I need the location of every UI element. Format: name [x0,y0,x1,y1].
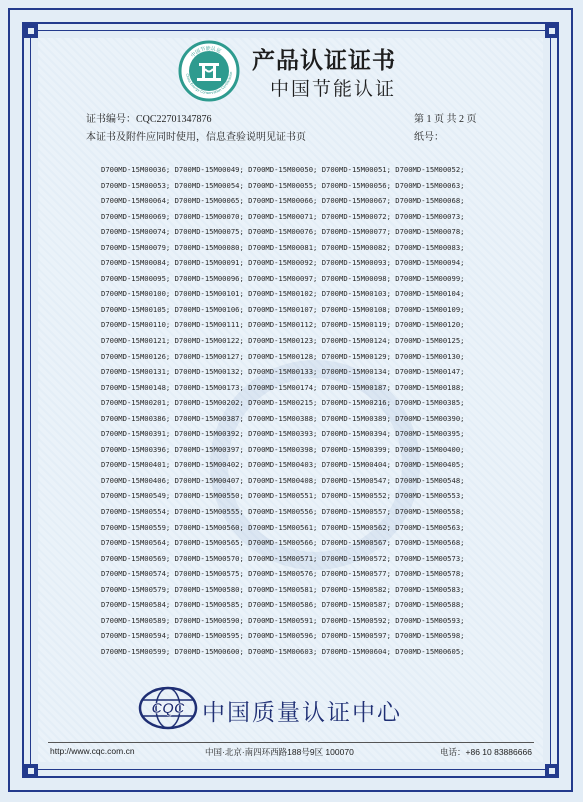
corner-ornament [545,764,559,778]
certificate-subtitle: 中国节能认证 [270,79,397,100]
paper-number-label: 纸号： [414,132,444,143]
footer-divider [48,742,534,743]
model-row: D700MD-15M00401; D700MD-15M00402; D700MD-15M00403; D700MD-15M00404; D700MD-15M00405; [101,460,465,470]
model-row: D700MD-15M00564; D700MD-15M00565; D700MD-15M00566; D700MD-15M00567; D700MD-15M00568; [101,538,465,548]
model-row: D700MD-15M00599; D700MD-15M00600; D700MD-15M00603; D700MD-15M00604; D700MD-15M00605; [101,646,465,656]
cqc-logo-text: CQC [151,700,185,717]
model-row: D700MD-15M00084; D700MD-15M00091; D700MD-15M00092; D700MD-15M00093; D700MD-15M00094; [101,258,465,268]
corner-ornament [545,24,559,38]
model-row: D700MD-15M00391; D700MD-15M00392; D700MD-15M00393; D700MD-15M00394; D700MD-15M00395; [101,429,465,439]
model-row: D700MD-15M00126; D700MD-15M00127; D700MD-15M00128; D700MD-15M00129; D700MD-15M00130; [101,351,465,361]
certificate-number-value: CQC22701347876 [136,114,212,125]
page-info: 第 1 页 共 2 页 [414,114,477,125]
model-row: D700MD-15M00100; D700MD-15M00101; D700MD-15M00102; D700MD-15M00103; D700MD-15M00104; [101,289,465,299]
model-row: D700MD-15M00201; D700MD-15M00202; D700MD-15M00215; D700MD-15M00216; D700MD-15M00385; [101,398,465,408]
issuer-name: 中国质量认证中心 [202,699,402,725]
model-row: D700MD-15M00569; D700MD-15M00570; D700MD-15M00571; D700MD-15M00572; D700MD-15M00573; [101,553,465,563]
model-row: D700MD-15M00064; D700MD-15M00065; D700MD-15M00066; D700MD-15M00067; D700MD-15M00068; [101,196,465,206]
model-row: D700MD-15M00069; D700MD-15M00070; D700MD-15M00071; D700MD-15M00072; D700MD-15M00073; [101,211,465,221]
corner-ornament [24,24,38,38]
footer-phone: 电话：+86 10 83886666 [440,747,532,757]
model-row: D700MD-15M00579; D700MD-15M00580; D700MD-15M00581; D700MD-15M00582; D700MD-15M00583; [101,584,465,594]
svg-text:中国节能认证: 中国节能认证 [189,45,222,59]
model-row: D700MD-15M00110; D700MD-15M00111; D700MD-15M00112; D700MD-15M00119; D700MD-15M00120; [101,320,465,330]
model-row: D700MD-15M00105; D700MD-15M00106; D700MD-15M00107; D700MD-15M00108; D700MD-15M00109; [101,304,465,314]
model-row: D700MD-15M00574; D700MD-15M00575; D700MD-15M00576; D700MD-15M00577; D700MD-15M00578; [101,569,465,579]
model-row: D700MD-15M00036; D700MD-15M00049; D700MD-15M00050; D700MD-15M00051; D700MD-15M00052; [101,165,465,174]
svg-text:China Energy Conservation Cert: China Energy Conservation Certification [185,71,234,96]
model-row: D700MD-15M00594; D700MD-15M00595; D700MD-15M00596; D700MD-15M00597; D700MD-15M00598; [101,631,465,641]
footer-website[interactable]: http://www.cqc.com.cn [50,746,135,756]
model-row: D700MD-15M00148; D700MD-15M00173; D700MD-15M00174; D700MD-15M00187; D700MD-15M00188; [101,382,465,392]
usage-note: 本证书及附件应同时使用，信息查验说明见证书页 [86,132,306,143]
model-row: D700MD-15M00589; D700MD-15M00590; D700MD-15M00591; D700MD-15M00592; D700MD-15M00593; [101,615,465,625]
energy-certification-logo-icon [178,40,240,102]
cqc-logo-icon [138,686,198,730]
model-row: D700MD-15M00095; D700MD-15M00096; D700MD-15M00097; D700MD-15M00098; D700MD-15M00099; [101,273,465,283]
model-row: D700MD-15M00074; D700MD-15M00075; D700MD-15M00076; D700MD-15M00077; D700MD-15M00078; [101,227,465,237]
model-row: D700MD-15M00549; D700MD-15M00550; D700MD-15M00551; D700MD-15M00552; D700MD-15M00553; [101,491,465,501]
model-list [101,162,521,660]
model-row: D700MD-15M00079; D700MD-15M00080; D700MD-15M00081; D700MD-15M00082; D700MD-15M00083; [101,242,465,252]
certificate-title: 产品认证证书 [252,47,396,73]
model-row: D700MD-15M00584; D700MD-15M00585; D700MD-15M00586; D700MD-15M00587; D700MD-15M00588; [101,600,465,610]
model-row: D700MD-15M00554; D700MD-15M00555; D700MD-15M00556; D700MD-15M00557; D700MD-15M00558; [101,507,465,517]
certificate-number [86,110,212,125]
model-row: D700MD-15M00396; D700MD-15M00397; D700MD-15M00398; D700MD-15M00399; D700MD-15M00400; [101,444,465,454]
model-row: D700MD-15M00406; D700MD-15M00407; D700MD-15M00408; D700MD-15M00547; D700MD-15M00548; [101,475,465,485]
model-row: D700MD-15M00053; D700MD-15M00054; D700MD-15M00055; D700MD-15M00056; D700MD-15M00063; [101,180,465,190]
certificate-number-label: 证书编号： [86,114,136,125]
model-row: D700MD-15M00559; D700MD-15M00560; D700MD-15M00561; D700MD-15M00562; D700MD-15M00563; [101,522,465,532]
corner-ornament [24,764,38,778]
model-row: D700MD-15M00121; D700MD-15M00122; D700MD-15M00123; D700MD-15M00124; D700MD-15M00125; [101,336,465,346]
footer-address: 中国·北京·南四环西路188号9区 100070 [205,747,354,757]
model-row: D700MD-15M00131; D700MD-15M00132; D700MD-15M00133; D700MD-15M00134; D700MD-15M00147; [101,367,465,377]
model-row: D700MD-15M00386; D700MD-15M00387; D700MD-15M00388; D700MD-15M00389; D700MD-15M00390; [101,413,465,423]
